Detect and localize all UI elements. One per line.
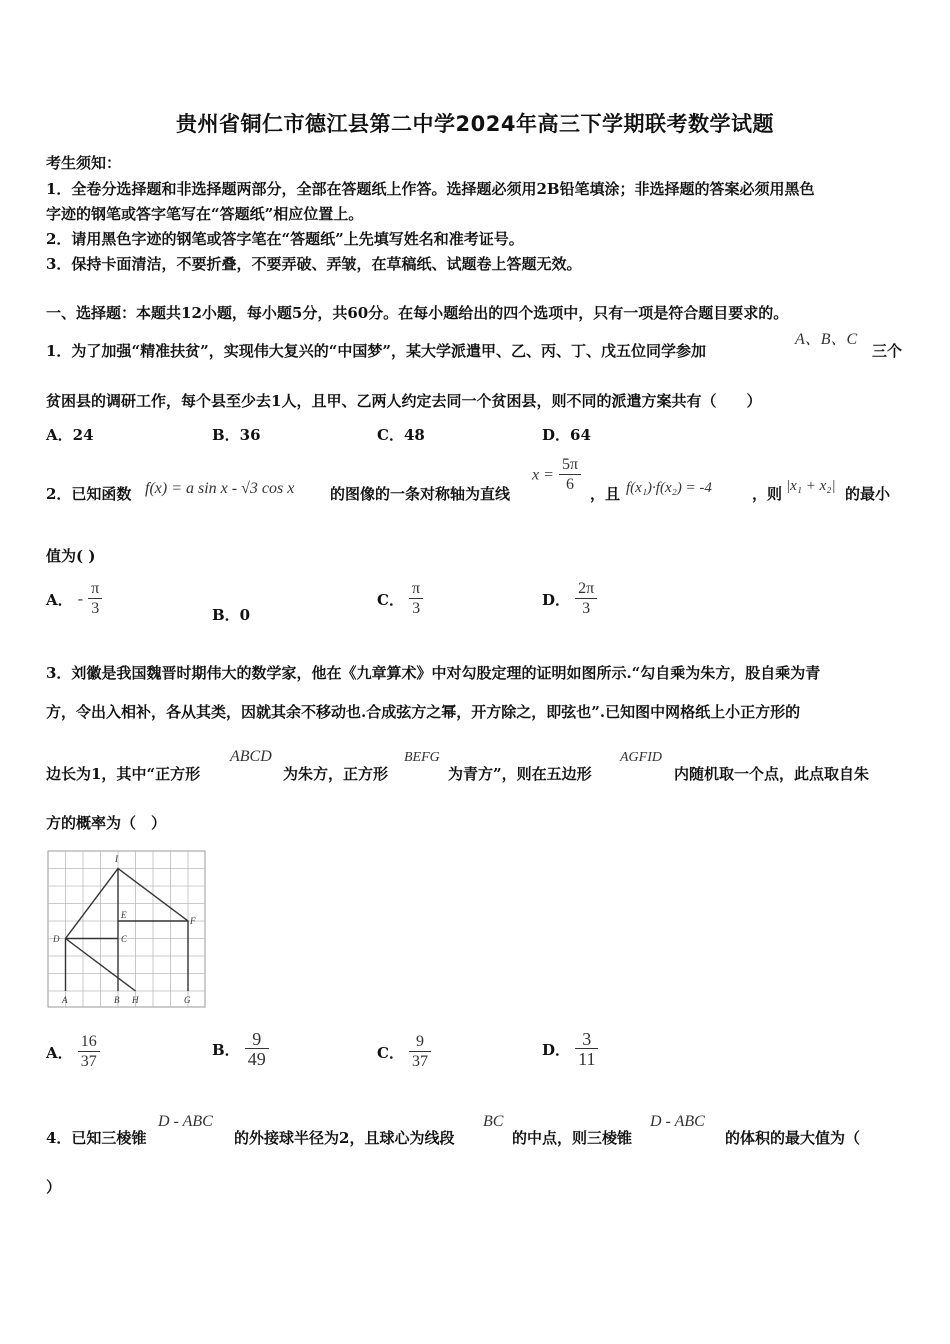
q3-text: 方，令出入相补，各从其类，因就其余不移动也.合成弦方之幂，开方除之，即弦也”.已知图中网格纸上小正方形的 [46,703,801,721]
q1-option-b: B．36 [212,426,261,444]
notice-item: 2．请用黑色字迹的钢笔或答字笔在“答题纸”上先填写姓名和准考证号。 [46,230,524,248]
q3-text: 为朱方，正方形 [283,765,389,783]
notice-item: 字迹的钢笔或答字笔写在“答题纸”相应位置上。 [46,205,364,223]
q4-text: 的中点，则三棱锥 [512,1129,633,1147]
notice-item: 1．全卷分选择题和非选择题两部分，全部在答题纸上作答。选择题必须用2B铅笔填涂；非选择题的答案必须用黑色 [46,180,815,198]
page-title: 贵州省铜仁市德江县第二中学2024年高三下学期联考数学试题 [176,112,774,136]
q2-abs: |x₁ + x₂| [786,478,836,494]
fig-label-g: G [184,995,191,1005]
fig-label-i: I [115,854,118,864]
q2-function: f(x) = a sin x - √3 cos x [145,480,295,497]
q1-text: 1．为了加强“精准扶贫”，实现伟大复兴的“中国梦”，某大学派遣甲、乙、丙、丁、戊五位同学参加 [46,342,706,360]
q2-option-d: D． $\frac{2\pi}{3}$ [542,580,597,619]
q4-math: D - ABC [650,1113,705,1130]
q4-math: BC [483,1113,504,1130]
fig-label-c: C [121,934,128,944]
q2-option-b: B．0 [212,606,251,624]
fig-label-b: B [114,995,120,1005]
q4-math: D - ABC [158,1113,213,1130]
q1-option-d: D．64 [542,426,591,444]
q2-text: 的图像的一条对称轴为直线 [330,485,511,503]
q3-math: ABCD [230,748,272,765]
q2-text: 的最小 [845,485,891,503]
q2-text: 值为( ) [46,547,96,565]
q2-condition: f(x₁)·f(x₂) = -4 [626,480,712,496]
fig-label-a: A [62,995,68,1005]
q4-text: 的外接球半径为2，且球心为线段 [234,1129,455,1147]
q4-text: 4．已知三棱锥 [46,1129,147,1147]
q3-text: 3．刘徽是我国魏晋时期伟大的数学家，他在《九章算术》中对勾股定理的证明如图所示.“勾自乘为朱方，股自乘为青 [46,664,821,682]
q3-text: 为青方”，则在五边形 [448,765,592,783]
q3-text: 边长为1，其中“正方形 [46,765,201,783]
fig-label-d: D [53,934,60,944]
fig-label-h: H [132,995,139,1005]
q1-text: 贫困县的调研工作，每个县至少去1人，且甲、乙两人约定去同一个贫困县，则不同的派遣方案共有（ ） [46,392,762,410]
q1-math: A、B、C [795,331,858,348]
q2-option-a: A． - $\frac{\pi}{3}$ [46,580,102,619]
q3-math: BEFG [404,750,440,765]
q3-figure [47,848,207,1010]
section-heading: 一、选择题：本题共12小题，每小题5分，共60分。在每小题给出的四个选项中，只有一项是符合题目要求的。 [46,304,789,322]
notice-heading: 考生须知： [46,154,122,172]
notice-item: 3．保持卡面清洁，不要折叠，不要弄破、弄皱，在草稿纸、试题卷上答题无效。 [46,255,582,273]
q2-option-c: C． $\frac{\pi}{3}$ [377,580,423,619]
q1-option-a: A．24 [46,426,94,444]
fig-label-f: F [190,916,196,926]
q3-text: 内随机取一个点，此点取自朱 [674,765,870,783]
q2-axis [532,456,581,495]
q2-text: ，且 [590,485,621,503]
q3-text: 方的概率为（ ） [46,814,167,832]
q3-option-c: C． $\frac{9}{37}$ [377,1033,431,1072]
q4-text: 的体积的最大值为（ [725,1129,861,1147]
q2-text: 2．已知函数 [46,485,132,503]
q1-text: 三个 [872,342,903,360]
q3-option-d: D． $\frac{3}{11}$ [542,1030,598,1069]
q3-option-b: B． $\frac{9}{49}$ [212,1030,269,1069]
q2-axis-frac: $\frac{5\pi}{6}$ [559,456,581,495]
fig-label-e: E [121,910,127,920]
q2-text: ，则 [752,485,783,503]
q3-option-a: A． $\frac{16}{37}$ [46,1033,100,1072]
q2-axis-lhs: x = [532,466,554,484]
q1-option-c: C．48 [377,426,425,444]
q3-math: AGFID [620,750,662,765]
q4-text: ） [46,1178,62,1196]
